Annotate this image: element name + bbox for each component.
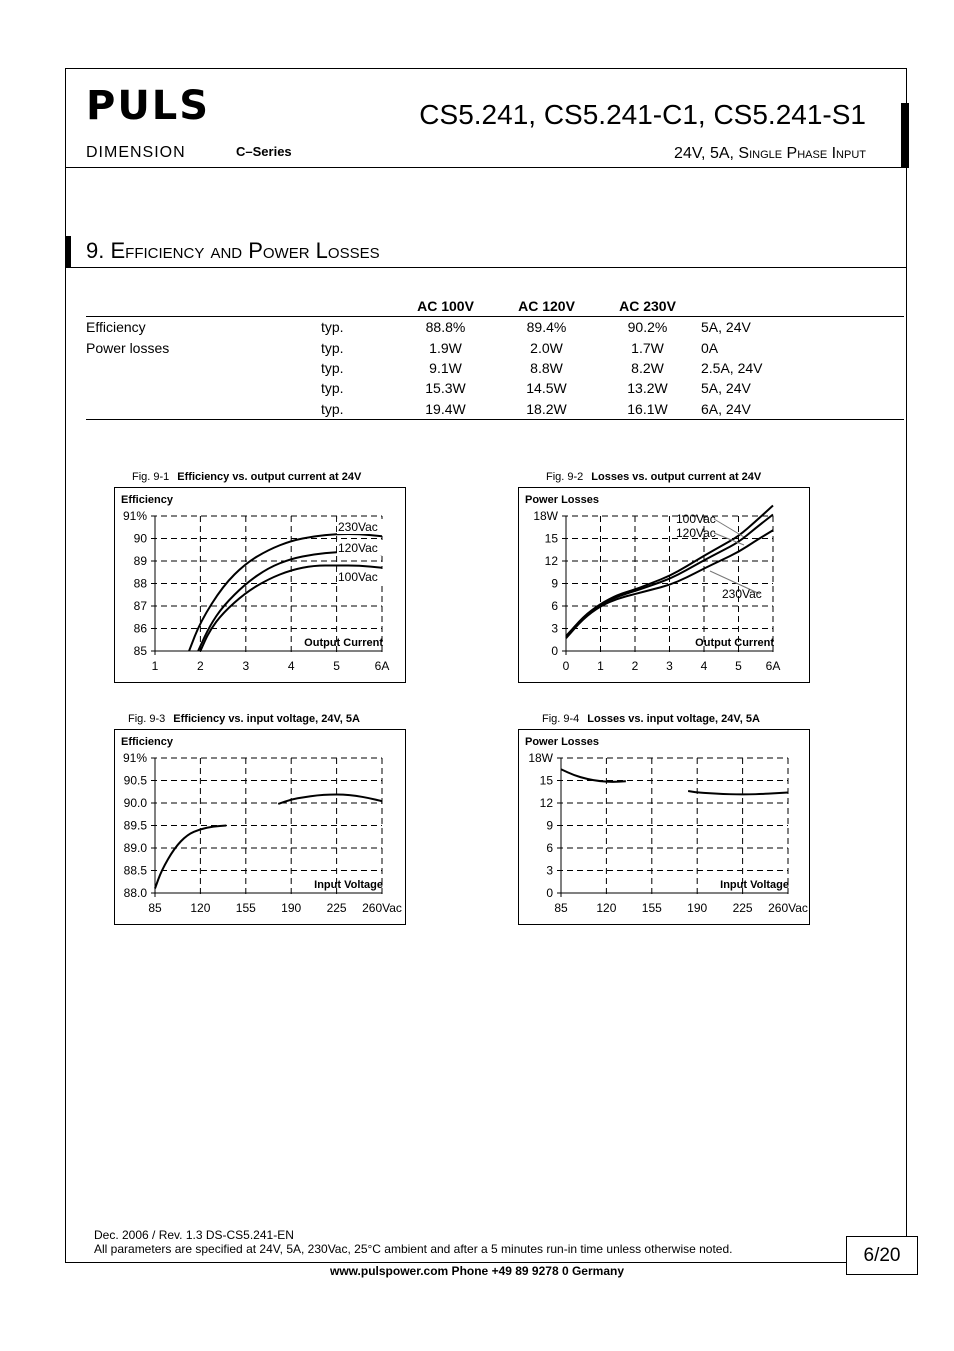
y-tick-label: 90.5 xyxy=(123,773,147,788)
document-title: CS5.241, CS5.241-C1, CS5.241-S1 xyxy=(419,99,866,130)
x-tick-label: 5 xyxy=(333,659,340,673)
table-cell: Power losses xyxy=(86,339,170,356)
table-cell: 5A, 24V xyxy=(698,317,904,338)
table-cell: 8.8W xyxy=(530,360,563,377)
table-cell: typ. xyxy=(321,339,344,356)
figure-number: Fig. 9-1 xyxy=(132,471,170,483)
footer-date-revision: Dec. 2006 / Rev. 1.3 DS-CS5.241-EN xyxy=(94,1228,294,1242)
y-tick-label: 12 xyxy=(544,554,558,568)
x-tick-label: 6A xyxy=(765,659,781,673)
table-cell: 6A, 24V xyxy=(698,398,904,419)
subtitle-text: 24V, 5A, Single Phase Input xyxy=(674,145,866,162)
chart-efficiency-vs-voltage xyxy=(114,729,406,925)
y-tick-label: 18W xyxy=(533,509,558,523)
page-number: 6/20 xyxy=(846,1236,918,1275)
header-side-bar xyxy=(901,103,909,168)
y-tick-label: 9 xyxy=(551,576,558,591)
table-row xyxy=(86,398,904,419)
x-tick-label: 155 xyxy=(235,901,256,915)
y-tick-label: 90.0 xyxy=(123,796,147,810)
table-header: AC 230V xyxy=(619,298,676,315)
y-tick-label: 90 xyxy=(133,531,147,546)
table-header: AC 100V xyxy=(417,298,474,315)
y-tick-label: 15 xyxy=(544,531,558,546)
table-row xyxy=(86,378,904,398)
y-tick-label: 91% xyxy=(122,751,147,765)
figure-number: Fig. 9-2 xyxy=(546,471,584,483)
x-axis-label: Input Voltage xyxy=(720,879,789,891)
x-tick-label: 225 xyxy=(326,901,347,915)
table-header xyxy=(321,296,395,317)
chart-losses-vs-voltage xyxy=(518,729,810,925)
table-cell: 1.9W xyxy=(429,339,462,356)
table-cell: 13.2W xyxy=(627,380,668,397)
table-header xyxy=(698,296,904,317)
y-tick-label: 9 xyxy=(546,818,553,833)
table-cell xyxy=(86,398,321,419)
y-tick-label: 91% xyxy=(122,509,147,523)
table-row xyxy=(86,338,904,358)
y-tick-label: 89 xyxy=(133,554,147,568)
x-tick-label: 260Vac xyxy=(362,901,402,915)
chart-title: Efficiency xyxy=(121,736,173,748)
chart-title: Power Losses xyxy=(525,736,599,748)
y-tick-label: 89.0 xyxy=(123,841,147,855)
figure-caption xyxy=(542,712,760,726)
table-header xyxy=(86,296,321,317)
x-tick-label: 1 xyxy=(151,659,159,673)
figure-number: Fig. 9-4 xyxy=(542,713,580,725)
table-cell: 89.4% xyxy=(496,317,597,338)
table-cell: 9.1W xyxy=(429,360,462,377)
series-label: 230Vac xyxy=(722,587,762,601)
series-label: 120Vac xyxy=(676,526,716,540)
x-tick-label: 85 xyxy=(148,901,162,915)
y-tick-label: 18W xyxy=(528,751,553,765)
x-tick-label: 4 xyxy=(700,659,708,673)
x-axis-label: Output Current xyxy=(695,637,774,649)
y-tick-label: 0 xyxy=(546,886,553,900)
y-tick-label: 88.0 xyxy=(123,886,147,900)
y-tick-label: 85 xyxy=(133,644,147,658)
section-divider xyxy=(66,267,906,268)
y-tick-label: 6 xyxy=(551,599,558,613)
table-row xyxy=(86,317,904,338)
x-tick-label: 155 xyxy=(641,901,662,915)
table-cell: Efficiency xyxy=(86,317,321,338)
header-divider xyxy=(65,167,906,168)
table-cell: 0A xyxy=(701,339,719,356)
chart-frame xyxy=(115,730,406,925)
x-tick-label: 190 xyxy=(687,901,708,915)
table-cell: 5A, 24V xyxy=(701,380,751,397)
footer-note: All parameters are specified at 24V, 5A, 230Vac, 25°C ambient and after a 5 minutes run-in time unless otherwise noted. xyxy=(94,1242,733,1256)
table-cell: 15.3W xyxy=(425,380,466,397)
figure-caption xyxy=(132,470,361,484)
x-tick-label: 2 xyxy=(631,659,639,673)
y-tick-label: 89.5 xyxy=(123,818,147,833)
y-tick-label: 88.5 xyxy=(123,863,147,878)
table-cell: 2.5A, 24V xyxy=(701,360,763,377)
chart-frame xyxy=(519,488,810,683)
figure-number: Fig. 9-3 xyxy=(128,713,166,725)
x-tick-label: 4 xyxy=(287,659,295,673)
figure-title: Losses vs. input voltage, 24V, 5A xyxy=(587,713,760,725)
table-cell: 90.2% xyxy=(597,317,698,338)
chart-title: Efficiency xyxy=(121,494,173,506)
x-tick-label: 190 xyxy=(281,901,302,915)
chart-efficiency-vs-current xyxy=(114,487,406,683)
section-marker xyxy=(66,236,71,267)
figure-title: Losses vs. output current at 24V xyxy=(591,471,762,483)
y-tick-label: 15 xyxy=(539,773,553,788)
y-tick-label: 3 xyxy=(546,863,553,878)
x-tick-label: 2 xyxy=(197,659,204,673)
table-cell: typ. xyxy=(321,317,395,338)
series-label: 230Vac xyxy=(338,520,378,534)
table-cell: typ. xyxy=(321,380,344,397)
y-tick-label: 6 xyxy=(546,841,553,855)
table-row xyxy=(86,358,904,378)
x-tick-label: 6A xyxy=(374,659,390,673)
chart-frame xyxy=(519,730,810,925)
x-tick-label: 3 xyxy=(666,659,673,673)
x-tick-label: 1 xyxy=(597,659,604,673)
x-tick-label: 5 xyxy=(735,659,742,673)
series-label: C–Series xyxy=(236,144,292,159)
table-header-row xyxy=(86,296,904,317)
table-cell: 88.8% xyxy=(395,317,496,338)
y-tick-label: 0 xyxy=(551,644,558,658)
section-number: 9. xyxy=(86,238,105,263)
series-label: 100Vac xyxy=(676,512,716,526)
series-label: 100Vac xyxy=(338,570,378,584)
x-tick-label: 120 xyxy=(596,901,617,915)
x-tick-label: 120 xyxy=(190,901,211,915)
figure-caption xyxy=(128,712,360,726)
y-tick-label: 3 xyxy=(551,621,558,636)
puls-logo: PULS xyxy=(86,83,211,129)
figure-title: Efficiency vs. input voltage, 24V, 5A xyxy=(173,713,360,725)
section-heading xyxy=(86,238,380,264)
document-subtitle xyxy=(674,144,866,164)
table-cell: 2.0W xyxy=(530,339,563,356)
table-cell: 18.2W xyxy=(496,398,597,419)
x-tick-label: 225 xyxy=(732,901,753,915)
table-cell: typ. xyxy=(321,398,395,419)
table-cell: 14.5W xyxy=(526,380,567,397)
y-tick-label: 12 xyxy=(539,796,553,810)
x-tick-label: 260Vac xyxy=(768,901,808,915)
table-cell xyxy=(86,378,321,398)
y-tick-label: 86 xyxy=(133,621,147,636)
table-cell: 8.2W xyxy=(631,360,664,377)
table-cell: 16.1W xyxy=(597,398,698,419)
section-title: Efficiency and Power Losses xyxy=(110,238,380,263)
y-tick-label: 88 xyxy=(133,576,147,591)
dimension-wordmark: DIMENSION xyxy=(86,144,186,161)
chart-losses-vs-current xyxy=(518,487,810,683)
table-cell xyxy=(86,358,321,378)
footer-contact: www.pulspower.com Phone +49 89 9278 0 Germany xyxy=(329,1264,624,1278)
x-tick-label: 0 xyxy=(562,659,570,673)
y-tick-label: 87 xyxy=(133,599,147,613)
figure-title: Efficiency vs. output current at 24V xyxy=(177,471,362,483)
chart-title: Power Losses xyxy=(525,494,599,506)
table-header: AC 120V xyxy=(518,298,575,315)
series-label: 120Vac xyxy=(338,541,378,555)
table-cell: typ. xyxy=(321,360,344,377)
x-tick-label: 85 xyxy=(554,901,568,915)
efficiency-table xyxy=(86,296,904,420)
x-tick-label: 3 xyxy=(242,659,250,673)
x-axis-label: Input Voltage xyxy=(314,879,383,891)
figure-caption xyxy=(546,470,761,484)
table-cell: 19.4W xyxy=(395,398,496,419)
table-cell: 1.7W xyxy=(631,339,664,356)
x-axis-label: Output Current xyxy=(304,637,383,649)
